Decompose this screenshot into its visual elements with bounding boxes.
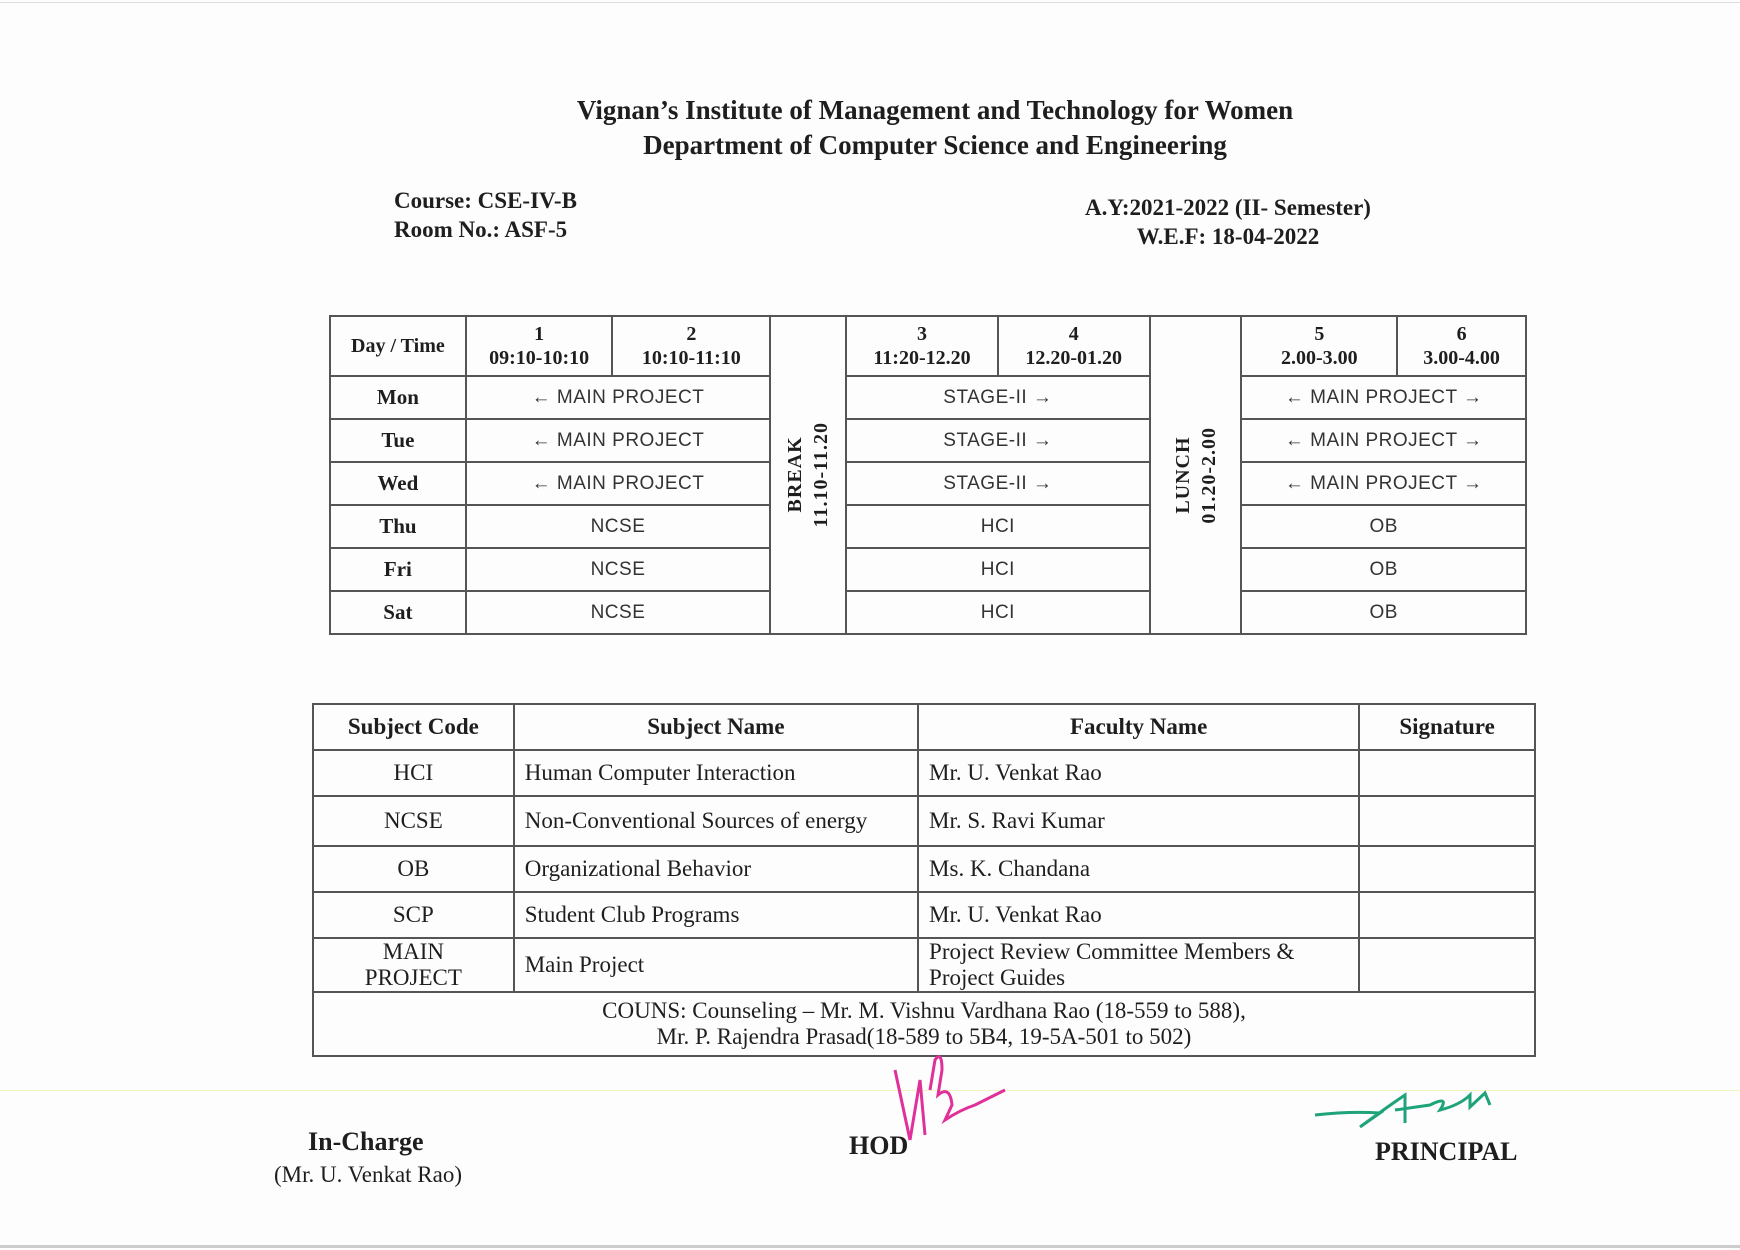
subject-row [313, 846, 1535, 892]
signature-cell [1359, 796, 1535, 846]
slot-cell: ← MAIN PROJECT → [1241, 419, 1526, 462]
principal-signature [1310, 1075, 1590, 1135]
timetable [329, 315, 1527, 635]
signature-cell [1359, 892, 1535, 938]
day-cell: Wed [330, 462, 466, 505]
principal-label: PRINCIPAL [1375, 1137, 1518, 1166]
slot-cell: OB [1241, 591, 1526, 634]
scan-top-edge [0, 2, 1740, 3]
day-cell: Thu [330, 505, 466, 548]
slot-cell: HCI [846, 548, 1149, 591]
slot-cell: ← MAIN PROJECT [466, 462, 770, 505]
slot-cell: HCI [846, 505, 1149, 548]
subject-name-header: Subject Name [514, 704, 918, 750]
subject-code: HCI [313, 750, 514, 796]
slot-cell: STAGE-II → [846, 419, 1149, 462]
department-name: Department of Computer Science and Engineering [643, 130, 1227, 160]
subject-name: Human Computer Interaction [514, 750, 918, 796]
slot-cell: STAGE-II → [846, 376, 1149, 419]
subject-table [312, 703, 1536, 1057]
slot-cell: ← MAIN PROJECT [466, 376, 770, 419]
signature-cell [1359, 750, 1535, 796]
faculty-name: Ms. K. Chandana [918, 846, 1359, 892]
period-4-header: 4 12.20-01.20 [998, 316, 1150, 376]
timetable-row [330, 419, 1526, 462]
timetable-row [330, 505, 1526, 548]
day-cell: Fri [330, 548, 466, 591]
subject-row [313, 938, 1535, 992]
subject-code-header: Subject Code [313, 704, 514, 750]
faculty-name: Mr. U. Venkat Rao [918, 892, 1359, 938]
slot-cell: NCSE [466, 591, 770, 634]
period-5-header: 5 2.00-3.00 [1241, 316, 1397, 376]
lunch-column: LUNCH 01.20-2.00 [1150, 316, 1242, 634]
day-cell: Sat [330, 591, 466, 634]
faculty-name: Mr. U. Venkat Rao [918, 750, 1359, 796]
period-3-header: 3 11:20-12.20 [846, 316, 998, 376]
signature-header: Signature [1359, 704, 1535, 750]
subject-name: Non-Conventional Sources of energy [514, 796, 918, 846]
slot-cell: STAGE-II → [846, 462, 1149, 505]
subject-name: Main Project [514, 938, 918, 992]
slot-cell: OB [1241, 505, 1526, 548]
course-info [394, 186, 577, 244]
faculty-name: Mr. S. Ravi Kumar [918, 796, 1359, 846]
subject-name: Student Club Programs [514, 892, 918, 938]
period-6-header: 6 3.00-4.00 [1397, 316, 1526, 376]
timetable-row [330, 548, 1526, 591]
slot-cell: ← MAIN PROJECT → [1241, 462, 1526, 505]
academic-year: A.Y:2021-2022 (II- Semester) [1085, 195, 1371, 220]
academic-info [1085, 193, 1371, 251]
day-time-header: Day / Time [330, 316, 466, 376]
institute-name: Vignan’s Institute of Management and Technology for Women [576, 95, 1294, 125]
timetable-row [330, 462, 1526, 505]
subject-code: NCSE [313, 796, 514, 846]
break-column: BREAK 11.10-11.20 [770, 316, 846, 634]
faculty-name-header: Faculty Name [918, 704, 1359, 750]
subject-name: Organizational Behavior [514, 846, 918, 892]
room: Room No.: ASF-5 [394, 217, 568, 242]
period-1-header: 1 09:10-10:10 [466, 316, 613, 376]
counseling-row [313, 992, 1535, 1056]
slot-cell: OB [1241, 548, 1526, 591]
slot-cell: NCSE [466, 505, 770, 548]
day-cell: Mon [330, 376, 466, 419]
day-cell: Tue [330, 419, 466, 462]
period-2-header: 2 10:10-11:10 [612, 316, 770, 376]
subject-row [313, 750, 1535, 796]
course: Course: CSE-IV-B [394, 188, 577, 213]
incharge-label: In-Charge [308, 1127, 424, 1156]
subject-row [313, 796, 1535, 846]
timetable-row [330, 376, 1526, 419]
faculty-name: Project Review Committee Members & Project Guides [918, 938, 1359, 992]
wef-date: W.E.F: 18-04-2022 [1136, 224, 1320, 249]
incharge-name: (Mr. U. Venkat Rao) [274, 1162, 463, 1187]
subject-code: MAIN PROJECT [313, 938, 514, 992]
signature-cell [1359, 938, 1535, 992]
hod-label: HOD [849, 1131, 909, 1160]
subject-row [313, 892, 1535, 938]
timetable-row [330, 591, 1526, 634]
slot-cell: ← MAIN PROJECT [466, 419, 770, 462]
slot-cell: NCSE [466, 548, 770, 591]
subject-code: SCP [313, 892, 514, 938]
scan-bottom-edge [0, 1245, 1740, 1248]
signature-cell [1359, 846, 1535, 892]
subject-code: OB [313, 846, 514, 892]
slot-cell: HCI [846, 591, 1149, 634]
slot-cell: ← MAIN PROJECT → [1241, 376, 1526, 419]
hod-signature [880, 1050, 1020, 1150]
counseling-note: COUNS: Counseling – Mr. M. Vishnu Vardhana Rao (18-559 to 588), Mr. P. Rajendra Prasad(18-589 to 5B4, 19-5A-501 to 502) [313, 992, 1535, 1056]
